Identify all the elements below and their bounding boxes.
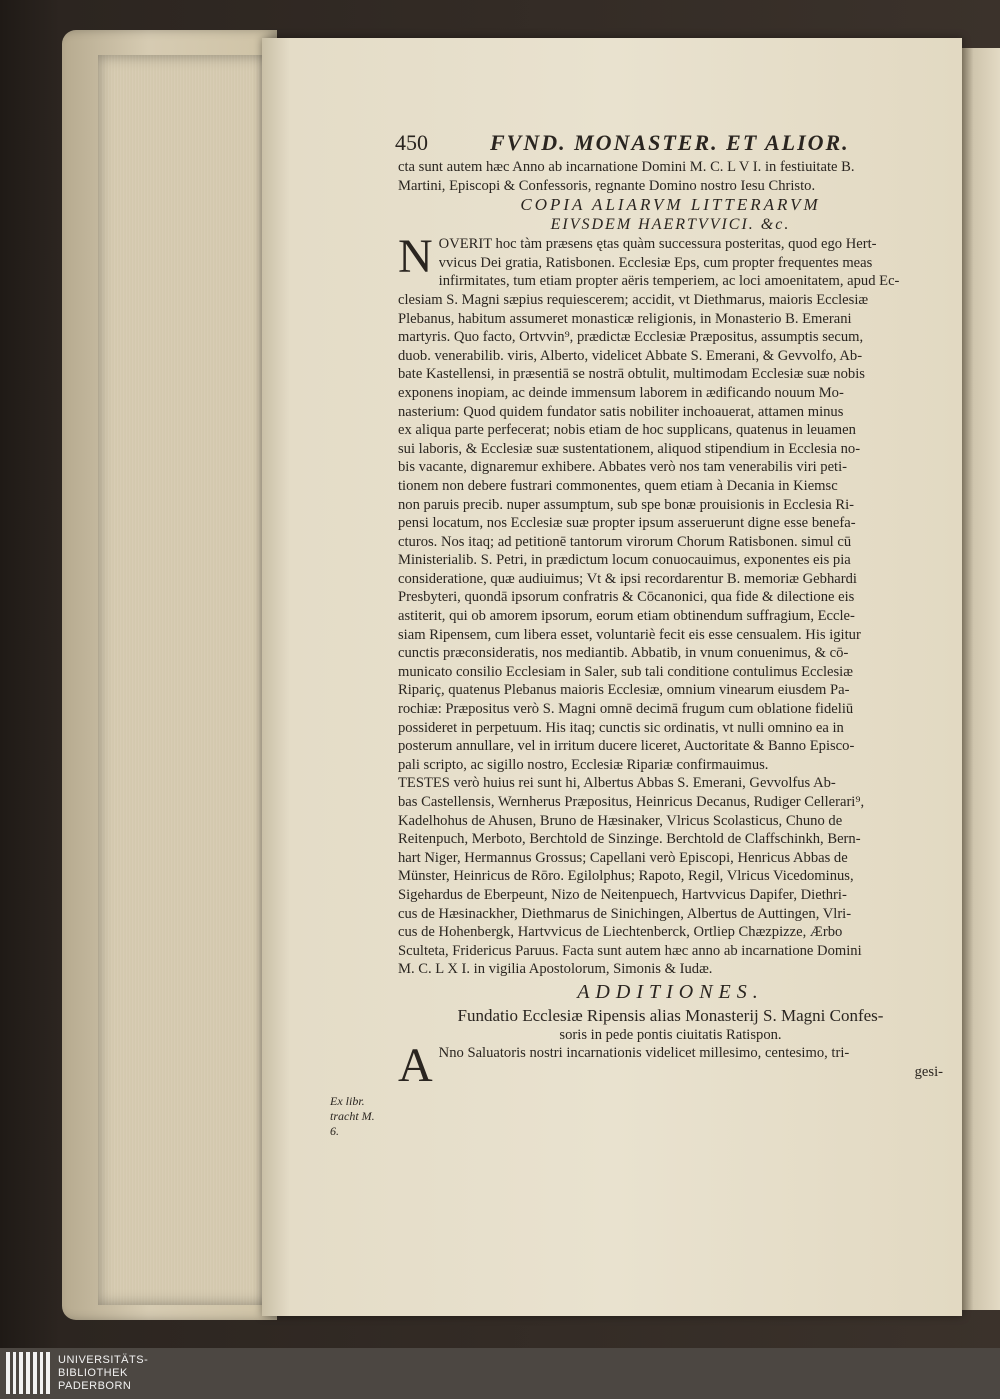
text-line: Martini, Episcopi & Confessoris, regnante Domino nostro Iesu Christo.	[398, 177, 816, 194]
text-line: Ripariç, quatenus Plebanus maioris Ecclesiæ, omnium vinearum eiusdem Pa-	[398, 682, 850, 699]
fundatio-title: Fundatio Ecclesiæ Ripensis alias Monasterij S. Magni Confes-	[457, 1005, 884, 1025]
text-line: vvicus Dei gratia, Ratisbonen. Ecclesiæ Eps, cum propter frequentes meas	[438, 254, 873, 271]
marginal-line: 6.	[330, 1124, 339, 1138]
text-line: clesiam S. Magni sæpius requiescerem; accidit, vt Diethmarus, maioris Ecclesiæ	[398, 291, 869, 308]
text-line: posterum annullare, vel in irritum ducere liceret, Auctoritate & Banno Episco-	[398, 738, 855, 755]
text-line: cus de Hæsinackher, Diethmarus de Sinichingen, Albertus de Auttingen, Vlri-	[398, 905, 852, 922]
paragraph	[398, 230, 943, 774]
next-page-edge	[962, 48, 1000, 1310]
text-line: rochiæ: Præpositus verò S. Magni omnē decimā frugum cum oblatione fideliū	[398, 701, 854, 718]
text-line: possideret in perpetuum. His itaq; cunctis sic ordinatis, vt nulli omnino ea in	[398, 719, 844, 736]
logo-line: UNIVERSITÄTS-	[58, 1353, 149, 1366]
text-line: Nno Saluatoris nostri incarnationis videlicet millesimo, centesimo, tri-	[438, 1044, 850, 1061]
drop-cap: A	[398, 1038, 433, 1092]
footer-bar	[0, 1348, 1000, 1399]
text-line: Plebanus, habitum assumeret monasticæ religionis, in Monasterio B. Emerani	[398, 310, 852, 327]
page-number: 450	[395, 130, 428, 155]
text-line: non paruis precib. nuper assumptum, sub spe bonæ prouisionis in Ecclesia Ri-	[398, 496, 854, 513]
text-line: Münster, Heinricus de Rōro. Egilolphus; Rapoto, Regil, Vlricus Vicedominus,	[398, 868, 854, 885]
paragraph	[398, 1038, 943, 1092]
text-line: exponens inopiam, ac deinde immensum laborem in ædificando nouum Mo-	[398, 384, 844, 401]
text-line: tionem non debere fustrari commonentes, quem etiam à Decania in Kiemsc	[398, 477, 838, 494]
text-line: hart Niger, Hermannus Grossus; Capellani verò Episcopi, Henricus Abbas de	[398, 849, 848, 866]
fundatio-subtitle: soris in pede pontis ciuitatis Ratispon.	[559, 1026, 782, 1043]
text-line: cturos. Nos itaq; ad petitionē tantorum virorum Chorum Ratisbonen. simul cū	[398, 533, 852, 550]
text-block	[398, 158, 943, 1092]
page-edges	[98, 55, 268, 1305]
text-line: pali scripto, ac sigillo nostro, Ecclesiæ Ripariæ confirmauimus.	[398, 756, 769, 773]
marginal-note	[330, 1094, 390, 1139]
text-line: cus de Hohenbergk, Hartvvicus de Liechtenberck, Ortliep Chæzpizze, Ærbo	[398, 924, 843, 941]
text-line: infirmitates, tum etiam propter aëris temperiem, ac loci amoenitatem, apud Ec-	[438, 273, 900, 290]
text-line: siam Ripensem, cum libera esset, voluntariè fecit eis esse censualem. His igitur	[398, 626, 861, 643]
text-line: Reitenpuch, Merboto, Berchtold de Sinzinge. Berchtold de Claffschinkh, Bern-	[398, 831, 861, 848]
text-line: astiterit, qui ob amorem ipsorum, eorum etiam obtinendum suffragium, Eccle-	[398, 608, 855, 625]
paragraph	[398, 774, 943, 979]
additiones-heading: ADDITIONES.	[577, 980, 764, 1003]
text-line: bas Castellensis, Wernherus Præpositus, Heinricus Decanus, Rudiger Cellerari⁹,	[398, 794, 865, 810]
text-line: cunctis præconsideratis, nos mediantib. Abbatib, in vnum conuenimus, & cō-	[398, 645, 849, 662]
running-head: FVND. MONASTER. ET ALIOR.	[490, 130, 850, 155]
marginal-line: tracht M.	[330, 1109, 375, 1123]
text-line: M. C. L X I. in vigilia Apostolorum, Simonis & Iudæ.	[398, 961, 713, 978]
text-line: bate Kastellensi, in præsentiā se nostrā obtulit, multimodam Ecclesiæ suæ nobis	[398, 366, 865, 383]
text-line: municato consilio Ecclesiam in Saler, sub tali conditione contulimus Ecclesiæ	[398, 663, 853, 680]
library-logo	[6, 1352, 148, 1394]
text-line: sui laboris, & Ecclesiæ suæ sustentationem, aliquod stipendium in Ecclesia no-	[398, 440, 861, 457]
text-line: duob. venerabilib. viris, Alberto, videlicet Abbate S. Emerani, & Gevvolfo, Ab-	[398, 347, 863, 364]
text-line: pensi locatum, nos Ecclesiæ suæ propter ipsum asseruerunt digne esse benefa-	[398, 515, 856, 532]
page-header	[395, 130, 955, 158]
section-heading: COPIA ALIARVM LITTERARVM	[520, 195, 821, 215]
text-line: martyris. Quo facto, Ortvvin⁹, prædictæ Ecclesiæ Præpositus, assumptis secum,	[398, 329, 864, 346]
text-line: Presbyteri, quondā ipsorum confratris & Cōcanonici, qua fide & dilectione eis	[398, 589, 855, 606]
text-line: nasterium: Quod quidem fundator satis nobiliter inchoauerat, attamen minus	[398, 403, 844, 420]
text-line: TESTES verò huius rei sunt hi, Albertus Abbas S. Emerani, Gevvolfus Ab-	[398, 775, 836, 792]
logo-line: BIBLIOTHEK	[58, 1366, 128, 1379]
text-line: Kadelhohus de Ahusen, Bruno de Hæsinaker, Vlricus Scolasticus, Chuno de	[398, 812, 843, 829]
text-line: consideratione, quæ audiuimus; Vt & ipsi recordarentur B. memoriæ Gebhardi	[398, 570, 857, 587]
section-subheading: EIVSDEM HAERTVVICI. &c.	[550, 216, 791, 234]
text-line: cta sunt autem hæc Anno ab incarnatione Domini M. C. L V I. in festiuitate B.	[398, 159, 855, 175]
marginal-line: Ex libr.	[330, 1094, 365, 1108]
text-line: ex aliqua parte perfecerat; nobis etiam de hoc supplicans, quatenus in leuamen	[398, 422, 856, 439]
logo-bars-icon	[6, 1352, 50, 1394]
logo-line: PADERBORN	[58, 1379, 132, 1392]
text-line: Sculteta, Fridericus Paruus. Facta sunt autem hæc anno ab incarnatione Domini	[398, 942, 862, 959]
text-line: bis vacante, dignaremur exhibere. Abbates verò nos tam venerabilis viri peti-	[398, 459, 848, 476]
drop-cap: N	[398, 230, 433, 284]
text-line: Ministerialib. S. Petri, in prædictum locum conuocauimus, exponentes eis pia	[398, 552, 851, 569]
text-line: gesi-	[914, 1063, 943, 1080]
text-line: Sigehardus de Eberpeunt, Nizo de Neitenpuech, Hartvvicus Dapifer, Diethri-	[398, 886, 847, 903]
logo-text	[58, 1354, 148, 1393]
text-line: OVERIT hoc tàm præsens ętas quàm successura posteritas, quod ego Hert-	[438, 236, 877, 253]
